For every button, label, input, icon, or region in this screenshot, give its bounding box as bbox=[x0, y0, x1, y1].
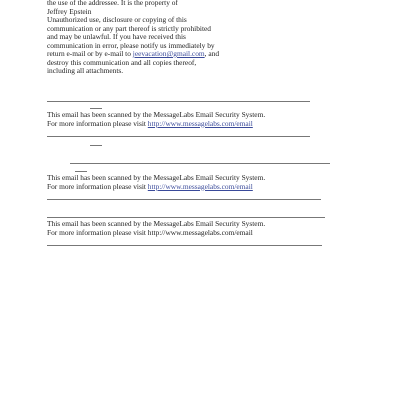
disclaimer-line-5-tail: , and bbox=[204, 49, 220, 58]
separator-rule bbox=[70, 163, 330, 164]
messagelabs-link[interactable]: http://www.messagelabs.com/email bbox=[147, 118, 253, 128]
messagelabs-link[interactable]: http://www.messagelabs.com/email bbox=[147, 181, 253, 191]
scan-notice-more bbox=[47, 229, 253, 238]
disclaimer-line-1: Unauthorized use, disclosure or copying of this bbox=[47, 15, 187, 24]
separator-tick bbox=[90, 108, 102, 109]
separator-rule bbox=[47, 101, 310, 102]
disclaimer-owner: Jeffrey Epstein bbox=[47, 6, 92, 16]
separator-rule bbox=[47, 217, 325, 218]
scan-notice-more-text: For more information please visit bbox=[47, 227, 148, 237]
scan-notice-text: This email has been scanned by the MessageLabs Email Security System. bbox=[47, 109, 266, 119]
separator-rule bbox=[47, 136, 310, 137]
scan-notice-more bbox=[47, 183, 253, 192]
separator-rule bbox=[47, 199, 321, 200]
separator-rule bbox=[47, 245, 322, 246]
separator-tick bbox=[75, 171, 87, 172]
scan-notice-text: This email has been scanned by the MessageLabs Email Security System. bbox=[47, 218, 266, 228]
email-link[interactable]: jeevacation@gmail.com bbox=[132, 49, 205, 58]
messagelabs-url[interactable]: http://www.messagelabs.com/email bbox=[147, 227, 253, 237]
scan-notice-more bbox=[47, 120, 253, 129]
disclaimer-line-7: including all attachments. bbox=[47, 66, 124, 75]
disclaimer-line-4: communication in error, please notify us immediately by bbox=[47, 40, 215, 50]
disclaimer-line-5-text: return e-mail or by e-mail to bbox=[47, 49, 133, 58]
scan-notice-more-text: For more information please visit bbox=[47, 181, 148, 191]
separator-tick bbox=[90, 145, 102, 146]
disclaimer-line-3: and may be unlawful. If you have received this bbox=[47, 32, 186, 41]
disclaimer-line-6: destroy this communication and all copies thereof, bbox=[47, 57, 197, 67]
scan-notice-text: This email has been scanned by the MessageLabs Email Security System. bbox=[47, 172, 266, 182]
disclaimer-line-2: communication or any part thereof is strictly prohibited bbox=[47, 23, 211, 33]
scan-notice-more-text: For more information please visit bbox=[47, 118, 148, 128]
disclaimer-line-partial: the use of the addressee. It is the property of bbox=[47, 0, 178, 7]
